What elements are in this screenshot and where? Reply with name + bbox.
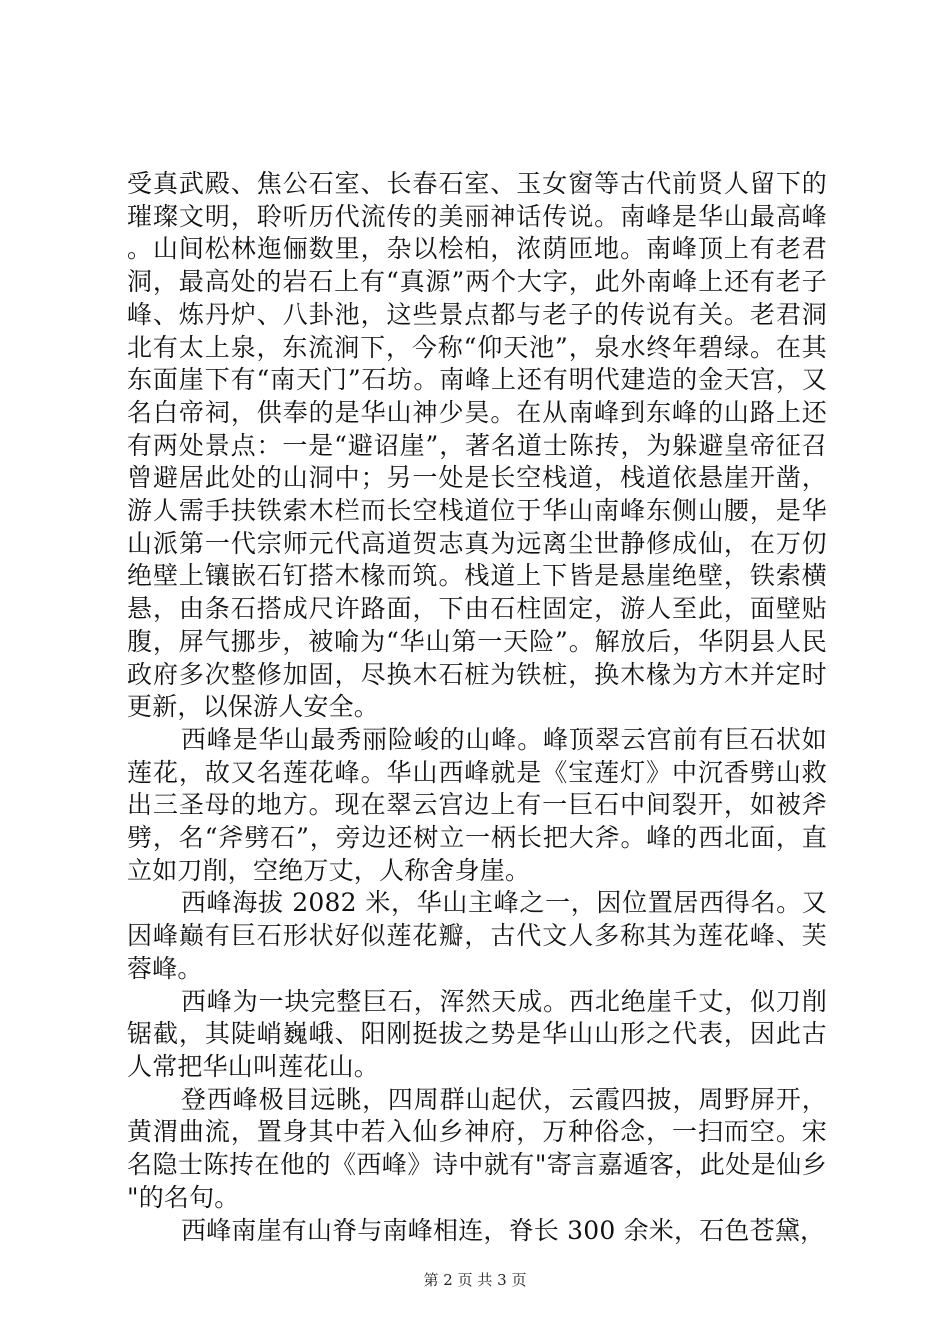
paragraph: 受真武殿、焦公石室、长春石室、玉女窗等古代前贤人留下的璀璨文明，聆听历代流传的美丽神话传说。南峰是华山最高峰。山间松林迤俪数里，杂以桧柏，浓荫匝地。南峰顶上有老君洞，最高处的岩石上有“真源”两个大字，此外南峰上还有老子峰、炼丹炉、八卦池，这些景点都与老子的传说有关。老君洞北有太上泉，东流涧下，今称“仰天池”，泉水终年碧绿。在其东面崖下有“南天门”石坊。南峰上还有明代建造的金天宫，又名白帝祠，供奉的是华山神少昊。在从南峰到东峰的山路上还有两处景点：一是“避诏崖”，著名道士陈抟，为躲避皇帝征召曾避居此处的山洞中；另一处是长空栈道，栈道依悬崖开凿，游人需手扶铁索木栏而长空栈道位于华山南峰东侧山腰，是华山派第一代宗师元代高道贺志真为远离尘世静修成仙，在万仞绝壁上镶嵌石钉搭木椽而筑。栈道上下皆是悬崖绝壁，铁索横悬，由条石搭成尺许路面，下由石柱固定，游人至此，面壁贴腹，屏气挪步，被喻为“华山第一天险”。解放后，华阴县人民政府多次整修加固，尽换木石桩为铁桩，换木椽为方木并定时更新，以保游人安全。 — [127, 169, 827, 722]
document-body — [127, 168, 827, 1247]
paragraph: 西峰是华山最秀丽险峻的山峰。峰顶翠云宫前有巨石状如莲花，故又名莲花峰。华山西峰就是《宝莲灯》中沉香劈山救出三圣母的地方。现在翠云宫边上有一巨石中间裂开，如被斧劈，名“斧劈石”，旁边还树立一柄长把大斧。峰的西北面，直立如刀削，空绝万丈，人称舍身崖。 — [127, 724, 827, 885]
paragraph: 西峰南崖有山脊与南峰相连，脊长 300 余米，石色苍黛， — [181, 1215, 826, 1245]
paragraph: 登西峰极目远眺，四周群山起伏，云霞四披，周野屏开，黄渭曲流，置身其中若入仙乡神府，万种俗念，一扫而空。宋名隐士陈抟在他的《西峰》诗中就有"寄言嘉遁客，此处是仙乡"的名句。 — [127, 1084, 827, 1212]
paragraph: 西峰海拔 2082 米，华山主峰之一，因位置居西得名。又因峰巅有巨石形状好似莲花瓣，古代文人多称其为莲花峰、芙蓉峰。 — [127, 888, 827, 983]
paragraph: 西峰为一块完整巨石，浑然天成。西北绝崖千丈，似刀削锯截，其陡峭巍峨、阳刚挺拔之势是华山山形之代表，因此古人常把华山叫莲花山。 — [127, 986, 827, 1081]
page-footer: 第 2 页 共 3 页 — [423, 1271, 527, 1289]
